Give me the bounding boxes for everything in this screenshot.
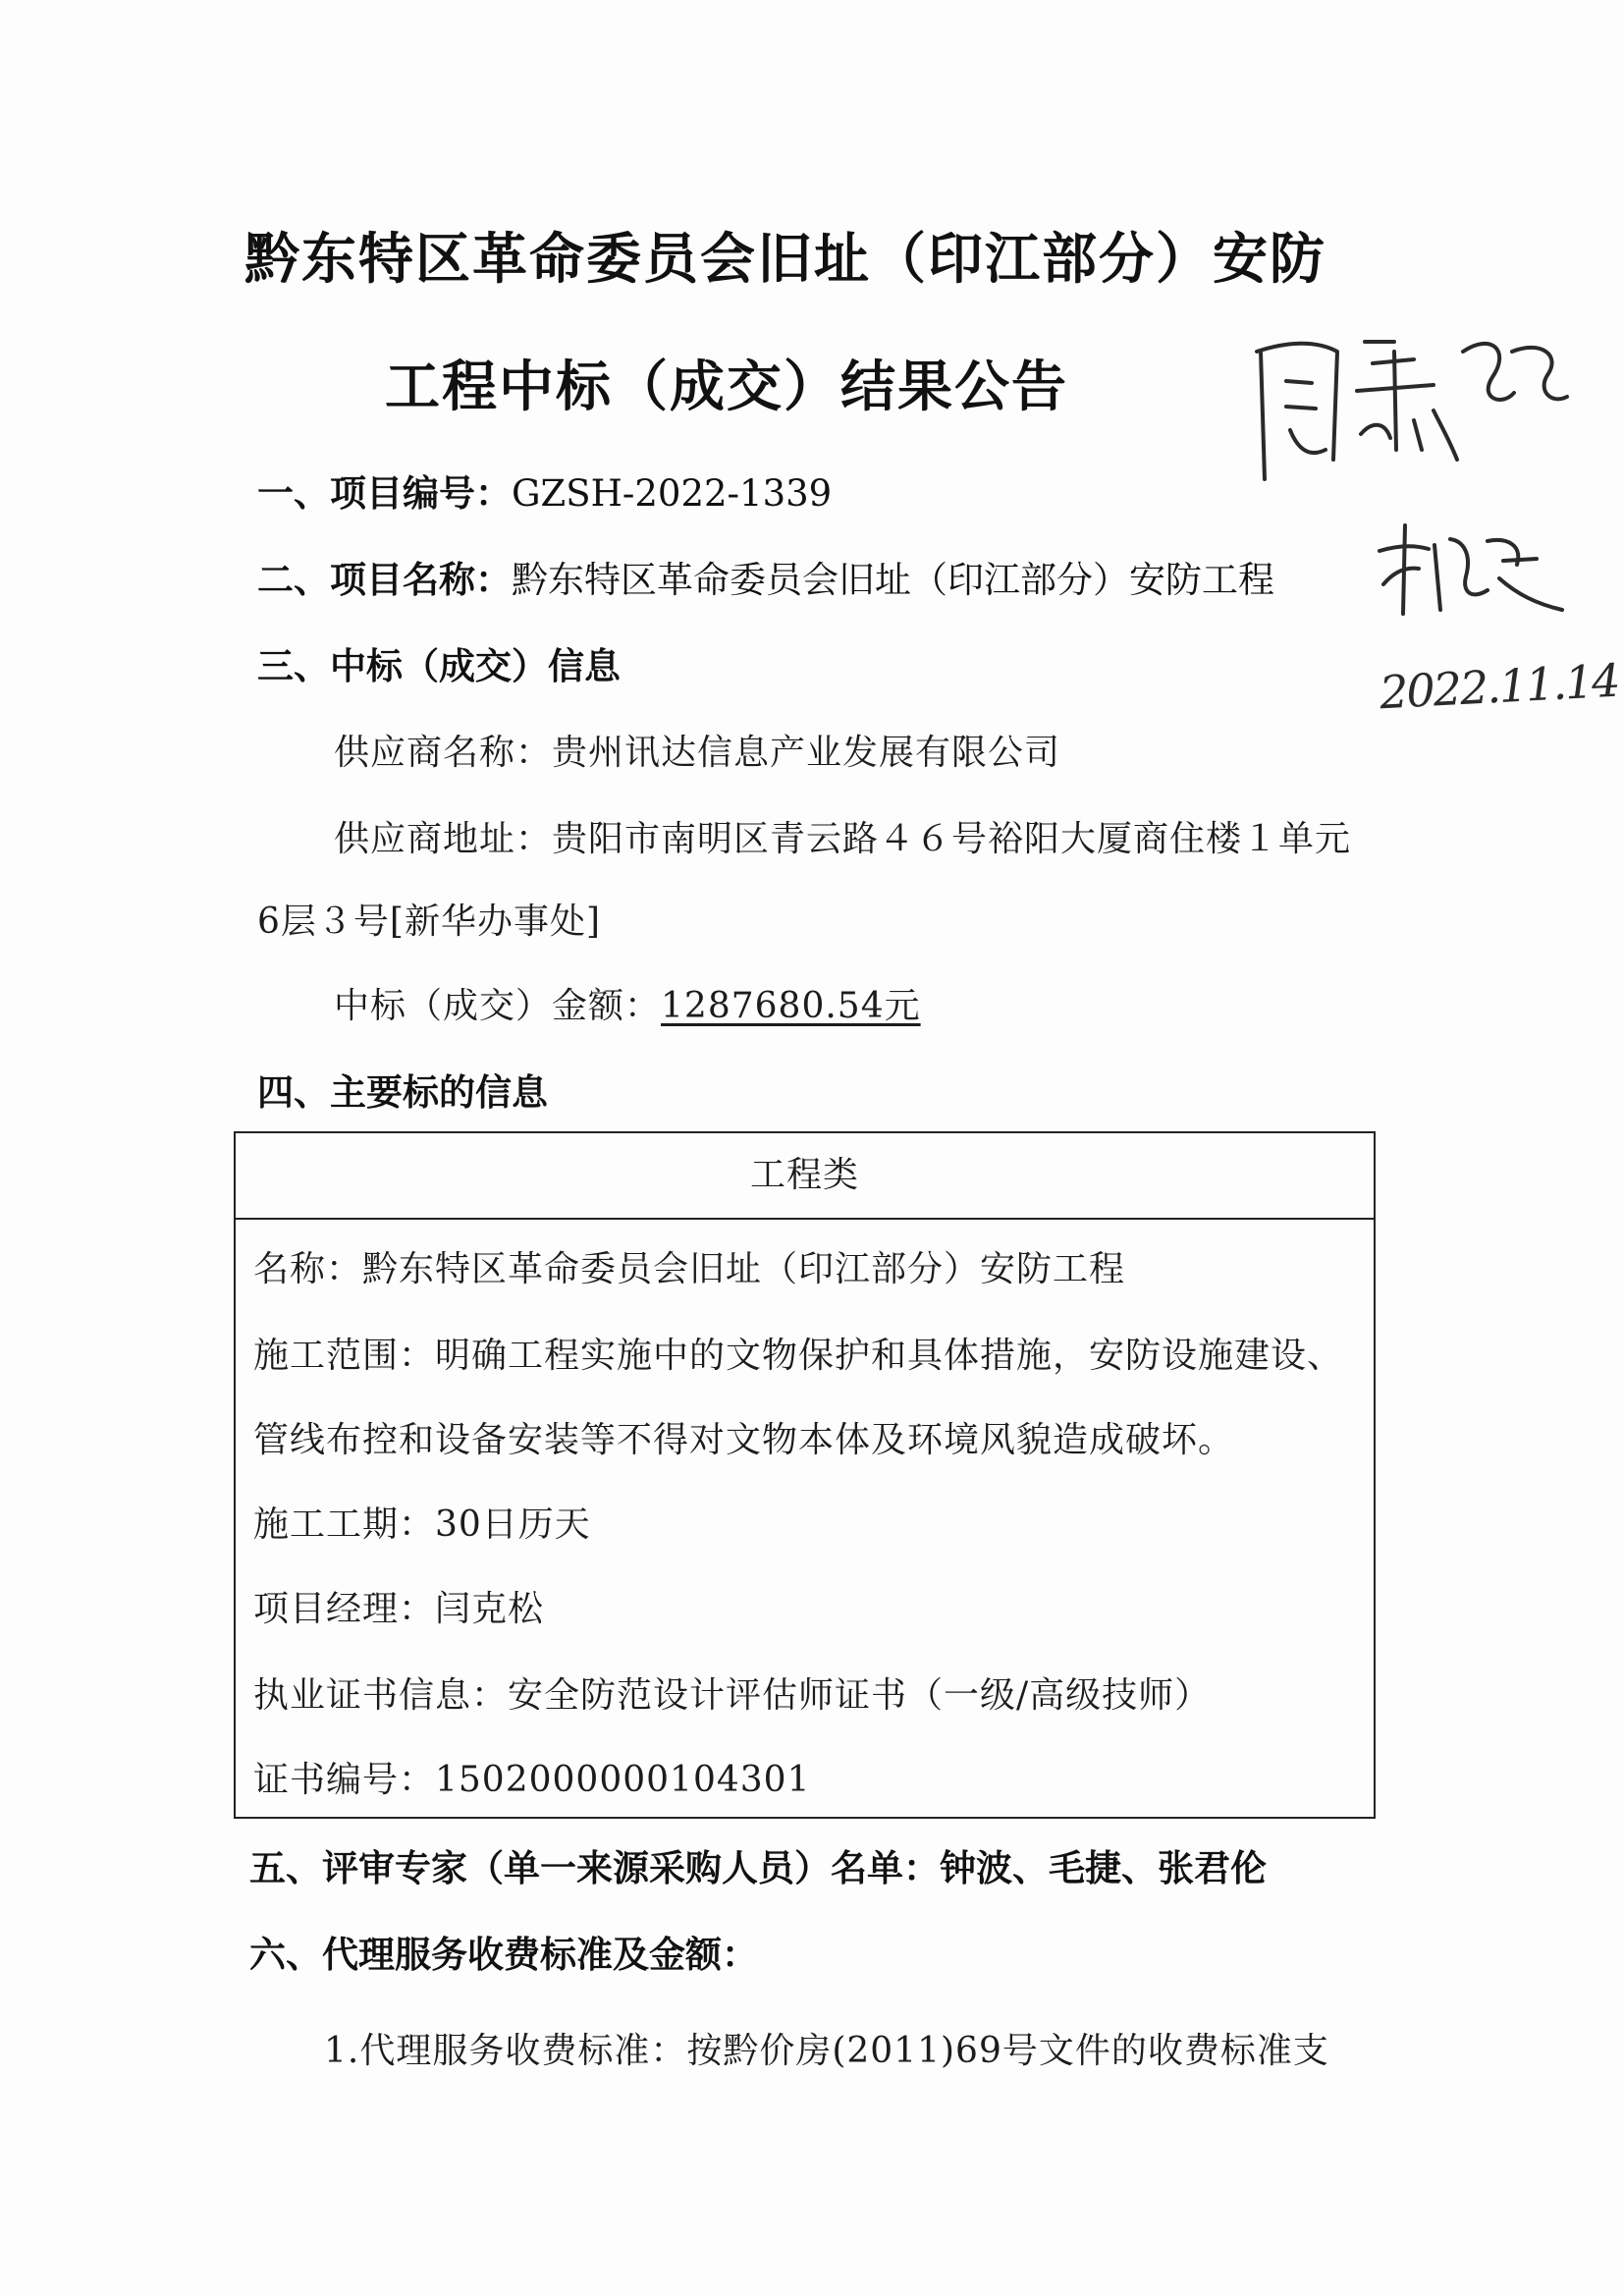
project-name-value: 黔东特区革命委员会旧址（印江部分）安防工程 (512, 559, 1274, 601)
title-line-1: 黔东特区革命委员会旧址（印江部分）安防 (244, 228, 1326, 292)
section-label: 一、项目编号： (257, 472, 512, 515)
agency-fee-item-1: 1.代理服务收费标准：按黔价房(2011)69号文件的收费标准支 (324, 2031, 1329, 2071)
section-project-name (257, 550, 1274, 603)
award-amount-value: 1287680.54元 (661, 986, 921, 1026)
table-row: 执业证书信息：安全防范设计评估师证书（一级/高级技师） (253, 1675, 1212, 1716)
table-row: 施工工期：30日历天 (253, 1504, 591, 1545)
section-main-subject: 四、主要标的信息 (257, 1071, 548, 1114)
supplier-address-line-2: 6层３号[新华办事处] (257, 902, 601, 942)
section-project-number (257, 464, 832, 517)
award-amount (334, 978, 921, 1028)
section-reviewers: 五、评审专家（单一来源采购人员）名单：钟波、毛捷、张君伦 (249, 1847, 1267, 1889)
section-label: 二、项目名称： (257, 559, 512, 601)
handwritten-signature-2 (1370, 516, 1576, 624)
handwritten-date: 2022.11.14 (1378, 653, 1620, 720)
supplier-name: 供应商名称：贵州讯达信息产业发展有限公司 (334, 733, 1061, 773)
table-row: 管线布控和设备安装等不得对文物本体及环境风貌造成破坏。 (253, 1420, 1235, 1460)
table-row: 项目经理：闫克松 (253, 1589, 545, 1629)
title-line-2: 工程中标（成交）结果公告 (385, 355, 1068, 419)
table-header: 工程类 (236, 1133, 1374, 1220)
section-award-info: 三、中标（成交）信息 (257, 645, 621, 687)
table-row: 名称：黔东特区革命委员会旧址（印江部分）安防工程 (253, 1249, 1126, 1289)
award-amount-label: 中标（成交）金额： (334, 986, 662, 1026)
supplier-address-line-1: 供应商地址：贵阳市南明区青云路４６号裕阳大厦商住楼１单元 (334, 819, 1352, 859)
table-row: 证书编号：1502000000104301 (253, 1760, 811, 1800)
project-number-value: GZSH-2022-1339 (512, 472, 833, 515)
subject-info-table (234, 1131, 1376, 1819)
table-row: 施工范围：明确工程实施中的文物保护和具体措施，安防设施建设、 (253, 1336, 1344, 1376)
handwritten-signature-1 (1247, 312, 1571, 489)
section-agency-fee: 六、代理服务收费标准及金额： (249, 1934, 758, 1976)
